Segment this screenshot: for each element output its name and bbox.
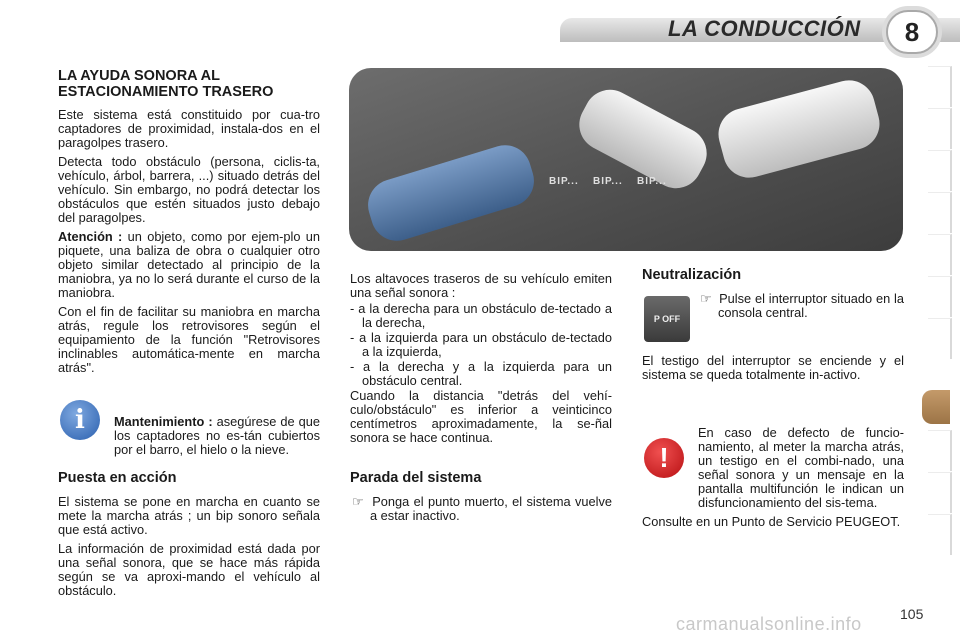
beep-label: BIP... <box>637 176 667 187</box>
chapter-tab[interactable] <box>928 276 952 317</box>
chapter-tab[interactable] <box>928 234 952 275</box>
speakers-intro: Los altavoces traseros de su vehículo emiten una señal sonora : <box>350 271 612 300</box>
chapter-tab[interactable] <box>928 430 952 471</box>
hand-pointer-icon: ☞ <box>352 494 364 509</box>
neutral-paragraph: El testigo del interruptor se enciende y el sistema se queda totalmente in-activo. <box>642 353 904 382</box>
neutral-item-text: Pulse el interruptor situado en la consola central. <box>718 291 904 320</box>
attention-label: Atención : <box>58 229 123 244</box>
section-title <box>58 68 320 100</box>
chapter-tabs <box>928 66 960 574</box>
reversing-car <box>362 139 541 247</box>
paragraph-attention <box>58 230 320 300</box>
parada-text: Ponga el punto muerto, el sistema vuelve a estar inactivo. <box>370 494 612 523</box>
distance-paragraph: Cuando la distancia "detrás del vehí-culo/obstáculo" es inferior a veinticinco centímetros aproximadamente, la se-ñal sonora se hace continua. <box>350 388 612 445</box>
chapter-number-badge: 8 <box>886 10 938 54</box>
paragraph-intro: Este sistema está constituido por cua-tro captadores de proximidad, instala-dos en el paragolpes trasero. <box>58 107 320 150</box>
maintenance-label: Mantenimiento : <box>114 414 213 429</box>
column-left <box>58 68 320 603</box>
parking-sensor-off-switch-icon: P OFF <box>644 296 690 342</box>
paragraph-mirrors: Con el fin de facilitar su maniobra en marcha atrás, regule los retrovisores según el equipamiento de la función "Retrovisores inclinables automática-mente en marcha atrás". <box>58 304 320 375</box>
puesta-title: Puesta en acción <box>58 470 177 486</box>
list-item: - a la derecha para un obstáculo de-tectado a la derecha, <box>350 301 612 330</box>
warning-icon: ! <box>644 438 684 478</box>
attention-text: un objeto, como por ejem-plo un piquete, una baliza de obra o cualquier otro objeto similar detectado al principio de la maniobra, ya no lo será durante el curso de la maniobra. <box>58 229 320 300</box>
parada-item <box>350 495 612 523</box>
chapter-tab[interactable] <box>928 318 952 359</box>
parada-title: Parada del sistema <box>350 470 482 486</box>
parking-illustration <box>349 68 903 251</box>
beep-label: BIP... <box>593 176 623 187</box>
beep-label: BIP... <box>549 176 579 187</box>
chapter-tab[interactable] <box>928 192 952 233</box>
chapter-tab[interactable] <box>928 150 952 191</box>
chapter-tab-active[interactable] <box>922 390 950 424</box>
chapter-tab[interactable] <box>928 514 952 555</box>
obstacle-car-right <box>713 74 886 183</box>
paragraph-detection: Detecta todo obstáculo (persona, ciclis-ta, vehículo, árbol, barrera, ...) situado detrás del vehículo. Sin embargo, no podrá detectar los obstáculos que estén situados justo debajo del paragolpes. <box>58 154 320 225</box>
puesta-paragraph-1: El sistema se pone en marcha en cuanto se mete la marcha atrás ; un bip sonoro señala que está activo. <box>58 494 320 537</box>
page-header <box>0 0 960 62</box>
maintenance-note <box>114 415 320 457</box>
list-item: - a la izquierda para un obstáculo de-tectado a la izquierda, <box>350 330 612 359</box>
maintenance-text: asegúrese de que los captadores no es-tán cubiertos por el barro, el hielo o la nieve. <box>114 414 320 457</box>
list-item: - a la derecha y a la izquierda para un obstáculo central. <box>350 359 612 388</box>
watermark: carmanualsonline.info <box>676 614 862 634</box>
title-line-2: ESTACIONAMIENTO TRASERO <box>58 84 274 100</box>
page-number: 105 <box>900 606 924 622</box>
chapter-tab[interactable] <box>928 472 952 513</box>
hand-pointer-icon: ☞ <box>700 291 712 306</box>
chapter-tab[interactable] <box>928 66 952 107</box>
title-line-1: LA AYUDA SONORA AL <box>58 68 220 84</box>
column-middle <box>350 272 612 528</box>
puesta-paragraph-2: La información de proximidad está dada por una señal sonora, que se hace más rápida según se va aproxi-mando el vehículo al obstáculo. <box>58 541 320 598</box>
warning-paragraph: En caso de defecto de funcio-namiento, al meter la marcha atrás, un testigo en el combi-nado, una señal sonora y un mensaje en la pantalla multifunción le indican un disfuncionamiento del sis-tema. <box>698 425 904 510</box>
warning-consult: Consulte en un Punto de Servicio PEUGEOT. <box>642 514 901 529</box>
neutral-item <box>698 292 904 320</box>
chapter-title: LA CONDUCCIÓN <box>668 16 861 41</box>
chapter-tab[interactable] <box>928 108 952 149</box>
neutral-title: Neutralización <box>642 267 742 283</box>
info-icon: i <box>60 400 100 440</box>
